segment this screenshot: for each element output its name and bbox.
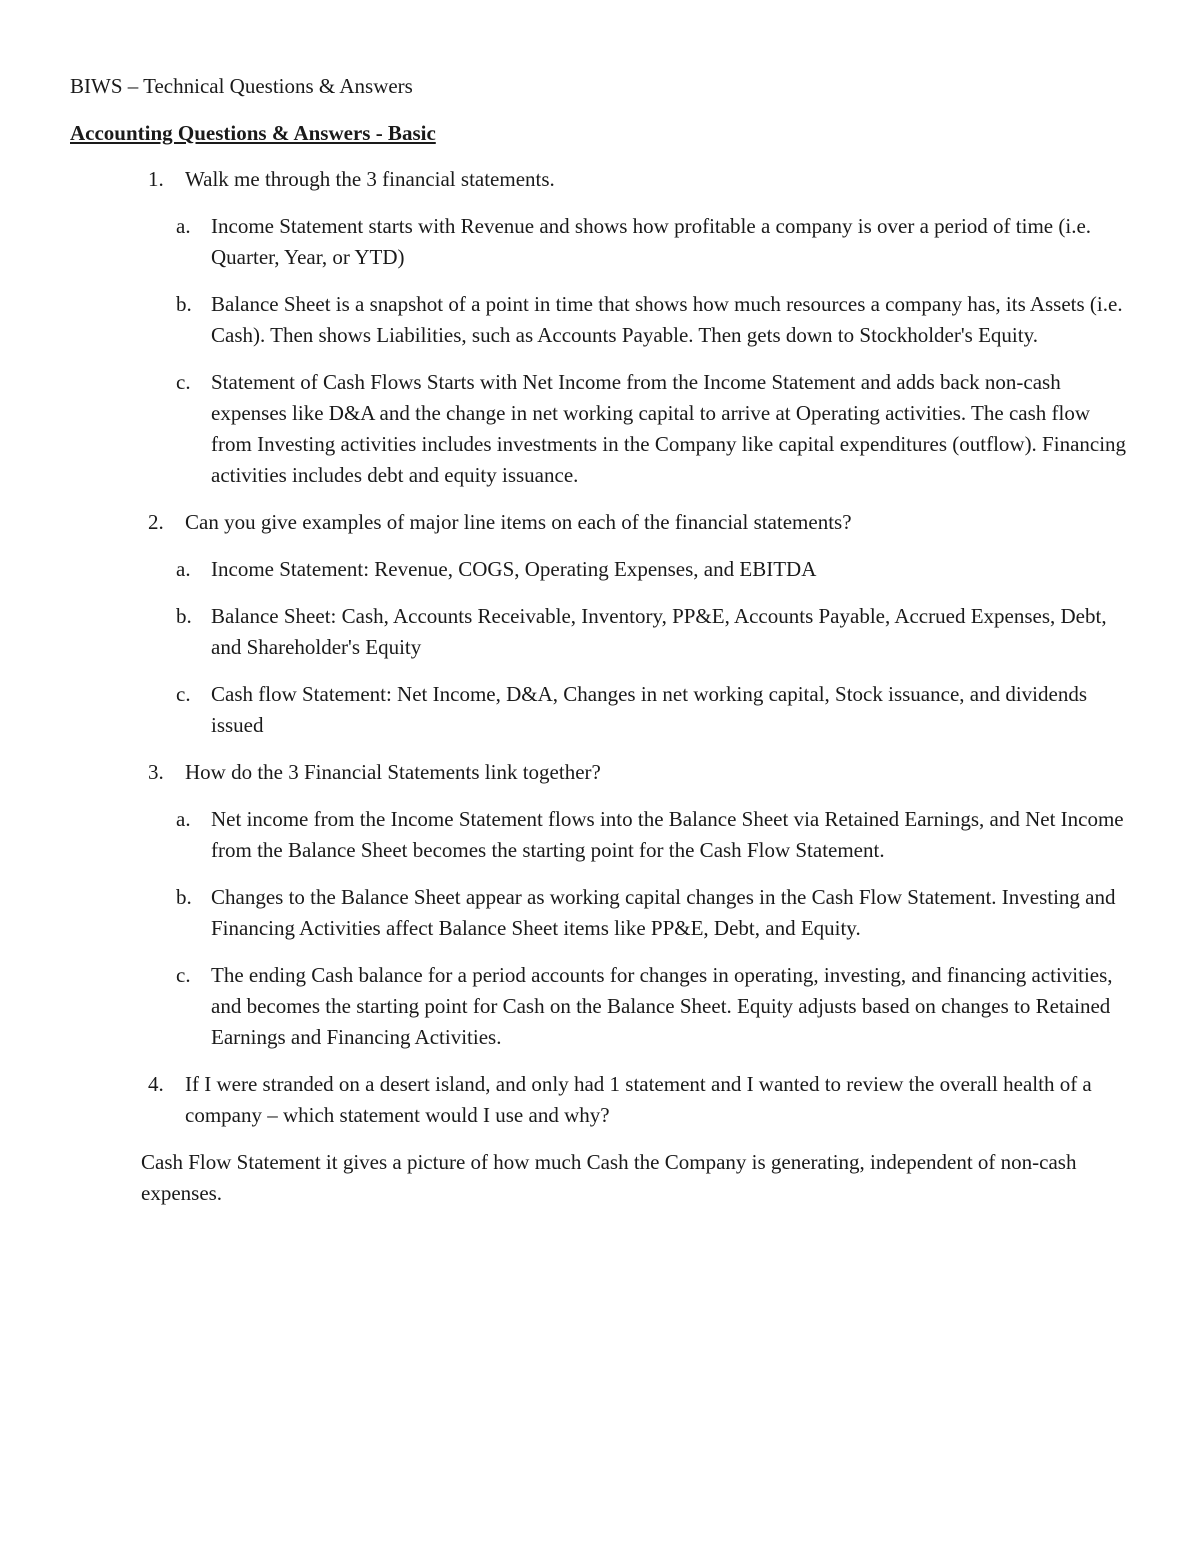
answer-item <box>0 211 1131 273</box>
answer-text: Changes to the Balance Sheet appear as working capital changes in the Cash Flow Statement. Investing and Financing Activities affect Balance Sheet items like PP&E, Debt, and Equity. <box>211 885 1116 940</box>
question-number: 4. <box>148 1072 164 1096</box>
answer-letter: c. <box>176 963 191 987</box>
answer-item <box>0 601 1131 663</box>
answer-text: Balance Sheet: Cash, Accounts Receivable, Inventory, PP&E, Accounts Payable, Accrued Expenses, Debt, and Shareholder's Equity <box>211 604 1107 659</box>
answer-text: The ending Cash balance for a period accounts for changes in operating, investing, and financing activities, and becomes the starting point for Cash on the Balance Sheet. Equity adjusts based on changes to Retained Earnings and Financing Activities. <box>211 963 1113 1049</box>
section-heading: Accounting Questions & Answers - Basic <box>70 121 436 145</box>
question-text: If I were stranded on a desert island, and only had 1 statement and I wanted to review the overall health of a company – which statement would I use and why? <box>185 1072 1092 1127</box>
answer-item <box>0 960 1131 1053</box>
answer-text: Cash flow Statement: Net Income, D&A, Changes in net working capital, Stock issuance, and dividends issued <box>211 682 1087 737</box>
qa-list <box>0 164 1200 1209</box>
answer-item <box>0 804 1131 866</box>
answer-text: Balance Sheet is a snapshot of a point in time that shows how much resources a company has, its Assets (i.e. Cash). Then shows Liabilities, such as Accounts Payable. Then gets down to Stockholder's Equity. <box>211 292 1123 347</box>
answer-text: Income Statement: Revenue, COGS, Operating Expenses, and EBITDA <box>211 557 817 581</box>
answer-item <box>0 882 1131 944</box>
closing-answer: Cash Flow Statement it gives a picture of how much Cash the Company is generating, independent of non-cash expenses. <box>141 1150 1077 1205</box>
answer-letter: a. <box>176 214 191 238</box>
answer-letter: b. <box>176 604 192 628</box>
answer-item <box>0 679 1131 741</box>
answer-text: Income Statement starts with Revenue and shows how profitable a company is over a period of time (i.e. Quarter, Year, or YTD) <box>211 214 1092 269</box>
answer-letter: c. <box>176 370 191 394</box>
question-item <box>0 164 1135 195</box>
answer-letter: a. <box>176 807 191 831</box>
question-item <box>0 1069 1135 1131</box>
answer-letter: c. <box>176 682 191 706</box>
answer-letter: a. <box>176 557 191 581</box>
answer-letter: b. <box>176 292 192 316</box>
question-item <box>0 757 1135 788</box>
question-text: Walk me through the 3 financial statements. <box>185 167 555 191</box>
question-number: 2. <box>148 510 164 534</box>
answer-letter: b. <box>176 885 192 909</box>
question-text: Can you give examples of major line items on each of the financial statements? <box>185 510 852 534</box>
question-number: 1. <box>148 167 164 191</box>
question-text: How do the 3 Financial Statements link together? <box>185 760 601 784</box>
answer-item <box>0 554 1131 585</box>
document-title: BIWS – Technical Questions & Answers <box>70 74 413 98</box>
answer-item <box>0 367 1131 491</box>
question-number: 3. <box>148 760 164 784</box>
answer-text: Statement of Cash Flows Starts with Net Income from the Income Statement and adds back non-cash expenses like D&A and the change in net working capital to arrive at Operating activities. The cash flow from Investing activities includes investments in the Company like capital expenditures (outflow). Financing activities includes debt and equity issuance. <box>211 370 1127 487</box>
answer-text: Net income from the Income Statement flows into the Balance Sheet via Retained Earnings, and Net Income from the Balance Sheet becomes the starting point for the Cash Flow Statement. <box>211 807 1124 862</box>
answer-item <box>0 289 1131 351</box>
question-item <box>0 507 1135 538</box>
